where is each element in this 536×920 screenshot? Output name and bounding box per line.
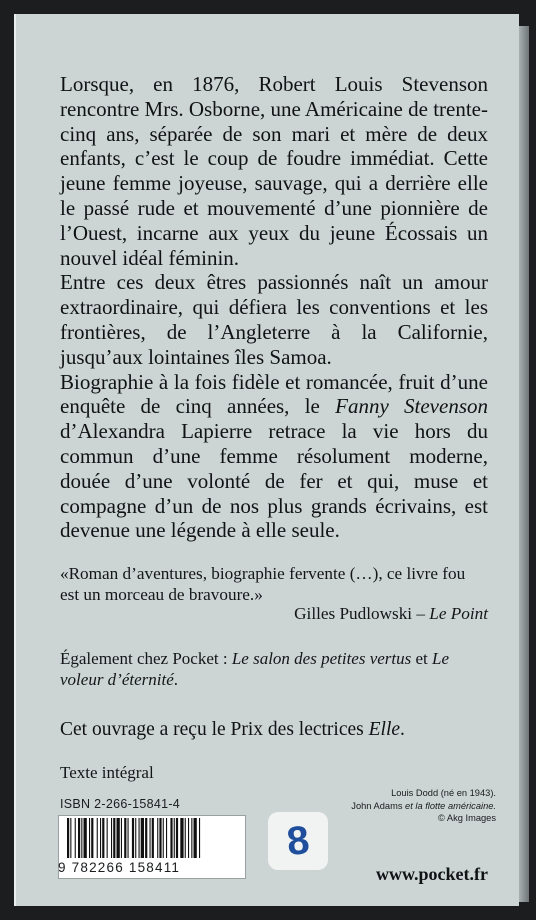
quote-attribution xyxy=(294,604,488,624)
also-title-2: Le voleur d’éternité xyxy=(60,649,450,689)
cover-edge xyxy=(519,26,529,902)
credit-line-3: © Akg Images xyxy=(437,813,496,824)
barcode-bar xyxy=(113,818,115,858)
barcode-bar xyxy=(75,818,76,858)
barcode-bar xyxy=(166,818,167,858)
prize-text: Cet ouvrage a reçu le Prix des lectrices xyxy=(60,719,369,740)
summary-p3-start: Biographie à la fois fidèle et romancée, fruit d’une enquête de cinq années, le xyxy=(60,369,488,419)
barcode-bar xyxy=(185,818,186,858)
barcode-bar xyxy=(191,818,192,858)
barcode-bar xyxy=(139,818,140,858)
credit-line-2-italic: et la flotte américaine. xyxy=(405,800,496,811)
barcode-bar xyxy=(159,818,161,858)
quote-author: Gilles Pudlowski – xyxy=(294,604,430,623)
barcode-bar xyxy=(150,818,151,858)
prize-line xyxy=(60,719,500,741)
summary-paragraph-3 xyxy=(60,370,488,544)
barcode-bar xyxy=(132,818,134,858)
barcode-bar xyxy=(78,818,80,858)
barcode-bar xyxy=(81,818,82,858)
price-sticker xyxy=(268,812,328,870)
barcode-bar xyxy=(102,818,104,858)
barcode-digits: 9 782266 158411 xyxy=(58,860,181,875)
barcode-bar xyxy=(89,818,90,858)
barcode-bar xyxy=(188,818,189,858)
barcode-bar xyxy=(128,818,129,858)
also-available xyxy=(60,648,490,690)
barcode-bar xyxy=(141,818,144,858)
credit-line-2-prefix: John Adams xyxy=(351,800,406,811)
summary-p3-end: d’Alexandra Lapierre retrace la vie hors du commun d’une femme résolument moderne, douée d’une volonté de fer et qui, muse et compagne d’un de nos plus grands écrivains, est devenue une légende à elle seule. xyxy=(60,419,488,543)
barcode-bar xyxy=(180,818,183,858)
barcode-bar xyxy=(100,818,101,858)
cover-credit xyxy=(351,787,496,825)
barcode-bar xyxy=(145,818,147,858)
barcode-bar xyxy=(199,818,200,858)
integral-text: Texte intégral xyxy=(60,763,154,782)
summary-paragraph-2: Entre ces deux êtres passionnés naît un amour extraordinaire, qui défiera les conventions et les frontières, de l’Angleterre à la Californie, jusqu’aux lointaines îles Samoa. xyxy=(60,270,488,369)
barcode-bar xyxy=(70,818,71,858)
prize-suffix: . xyxy=(400,719,405,740)
press-quote: «Roman d’aventures, biographie fervente (…), ce livre fou est un morceau de bravoure.» xyxy=(60,564,466,604)
barcode-bars xyxy=(59,816,245,860)
barcode-bar xyxy=(124,818,126,858)
quote-source: Le Point xyxy=(429,604,488,623)
barcode-bar xyxy=(170,818,172,858)
barcode-bar xyxy=(176,818,178,858)
barcode-bar xyxy=(121,818,122,858)
also-suffix: . xyxy=(173,670,179,689)
summary-text xyxy=(60,72,488,543)
barcode-bar xyxy=(67,818,69,858)
barcode-bar xyxy=(97,818,98,858)
barcode-bar xyxy=(152,818,154,858)
book-title: Fanny Stevenson xyxy=(335,394,489,419)
barcode-bar xyxy=(163,818,164,858)
also-prefix: Également chez Pocket : xyxy=(60,649,232,668)
also-title-1: Le salon des petites vertus xyxy=(231,649,412,668)
barcode-bar xyxy=(117,818,120,858)
sticker-number: 8 xyxy=(284,817,312,864)
barcode-bar xyxy=(107,818,108,858)
isbn: ISBN 2-266-15841-4 xyxy=(60,797,181,811)
barcode-bar xyxy=(84,818,87,858)
barcode-bar xyxy=(194,818,197,858)
prize-magazine: Elle xyxy=(368,719,401,740)
barcode-bar xyxy=(135,818,136,858)
publisher-website: www.pocket.fr xyxy=(376,864,488,884)
summary-paragraph-1: Lorsque, en 1876, Robert Louis Stevenson rencontre Mrs. Osborne, une Américaine de trente-cinq ans, séparée de son mari et mère de deux enfants, c’est le coup de foudre immédiat. Cette jeune femme joyeuse, sauvage, qui a derrière elle le passé rude et mouvementé d’une pionnière de l’Ouest, incarne aux yeux du jeune Écossais un nouvel idéal féminin. xyxy=(60,72,488,270)
barcode-bar xyxy=(91,818,93,858)
barcode-bar xyxy=(157,818,158,858)
barcode-bar xyxy=(111,818,112,858)
also-conj: et xyxy=(411,649,433,668)
credit-line-1: Louis Dodd (né en 1943). xyxy=(391,788,496,798)
barcode-bar xyxy=(174,818,175,858)
